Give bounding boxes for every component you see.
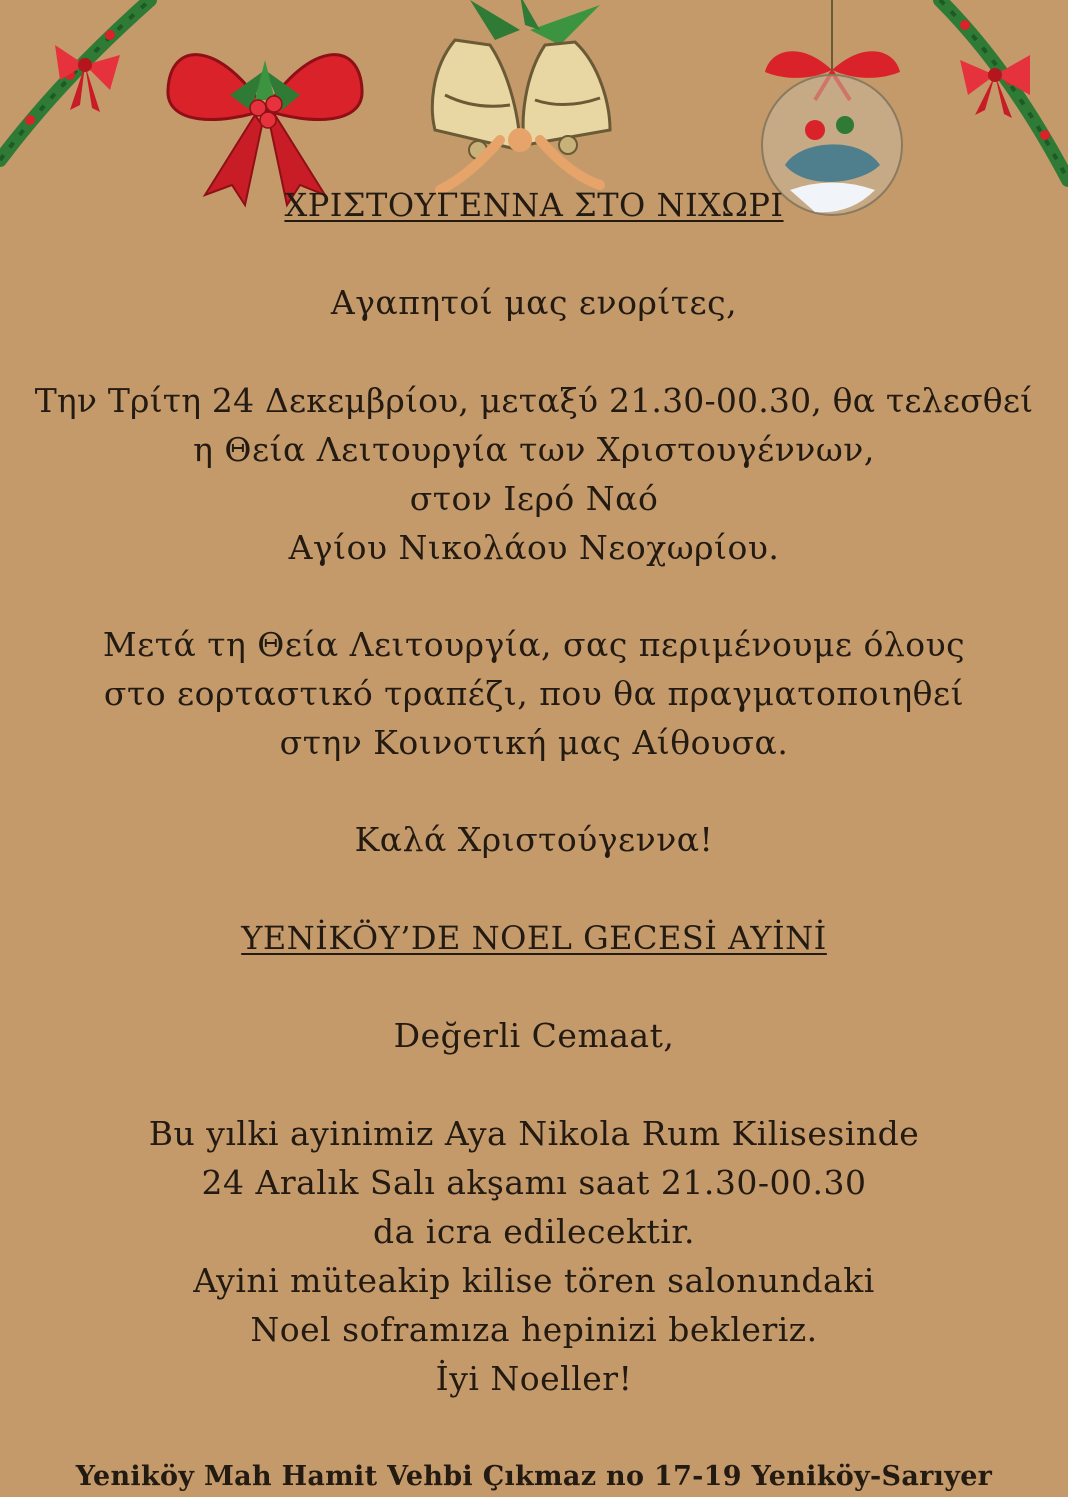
turkish-paragraph-line2: 24 Aralık Salı akşamı saat 21.30-00.30 (201, 1163, 867, 1202)
garland-right-icon (940, 0, 1068, 180)
footer-address: Yeniköy Mah Hamit Vehbi Çıkmaz no 17-19 Yeniköy-Sarıyer (75, 1461, 993, 1492)
greek-paragraph2-line2: στο εορταστικό τραπέζι, που θα πραγματοποιηθεί (103, 674, 965, 713)
greek-greeting: Αγαπητοί μας ενορίτες, (330, 283, 738, 322)
turkish-greeting: Değerli Cemaat, (393, 1016, 675, 1055)
greek-paragraph2-line1: Μετά τη Θεία Λειτουργία, σας περιμένουμε όλους (102, 625, 966, 664)
turkish-paragraph-line4: Ayini müteakip kilise tören salonundaki (193, 1261, 875, 1300)
red-bow-icon (168, 55, 362, 205)
greek-paragraph2-line3: στην Κοινοτική μας Αίθουσα. (279, 723, 789, 762)
ornament-ball-icon (762, 0, 902, 215)
greek-paragraph1-line2: η Θεία Λειτουργία των Χριστουγέννων, (193, 430, 875, 469)
turkish-paragraph-line3: da icra edilecektir. (372, 1212, 696, 1251)
bells-icon (432, 0, 610, 190)
greek-wish: Καλά Χριστούγεννα! (354, 820, 714, 859)
greek-title: ΧΡΙΣΤΟΥΓΕΝΝΑ ΣΤΟ ΝΙΧΩΡΙ (284, 186, 784, 224)
turkish-paragraph-line5: Noel soframıza hepinizi bekleriz. (250, 1310, 818, 1349)
greek-paragraph1-line1: Την Τρίτη 24 Δεκεμβρίου, μεταξύ 21.30-00.30, θα τελεσθεί (34, 381, 1034, 420)
greek-paragraph1-line3: στον Ιερό Ναό (409, 479, 659, 518)
turkish-title: YENİKÖY’DE NOEL GECESİ AYİNİ (241, 919, 827, 957)
garland-left-icon (0, 0, 150, 160)
greek-paragraph1-line4: Αγίου Νικολάου Νεοχωρίου. (288, 528, 780, 567)
turkish-paragraph-line1: Bu yılki ayinimiz Aya Nikola Rum Kilisesinde (148, 1114, 920, 1153)
turkish-paragraph-line6: İyi Noeller! (435, 1359, 633, 1398)
